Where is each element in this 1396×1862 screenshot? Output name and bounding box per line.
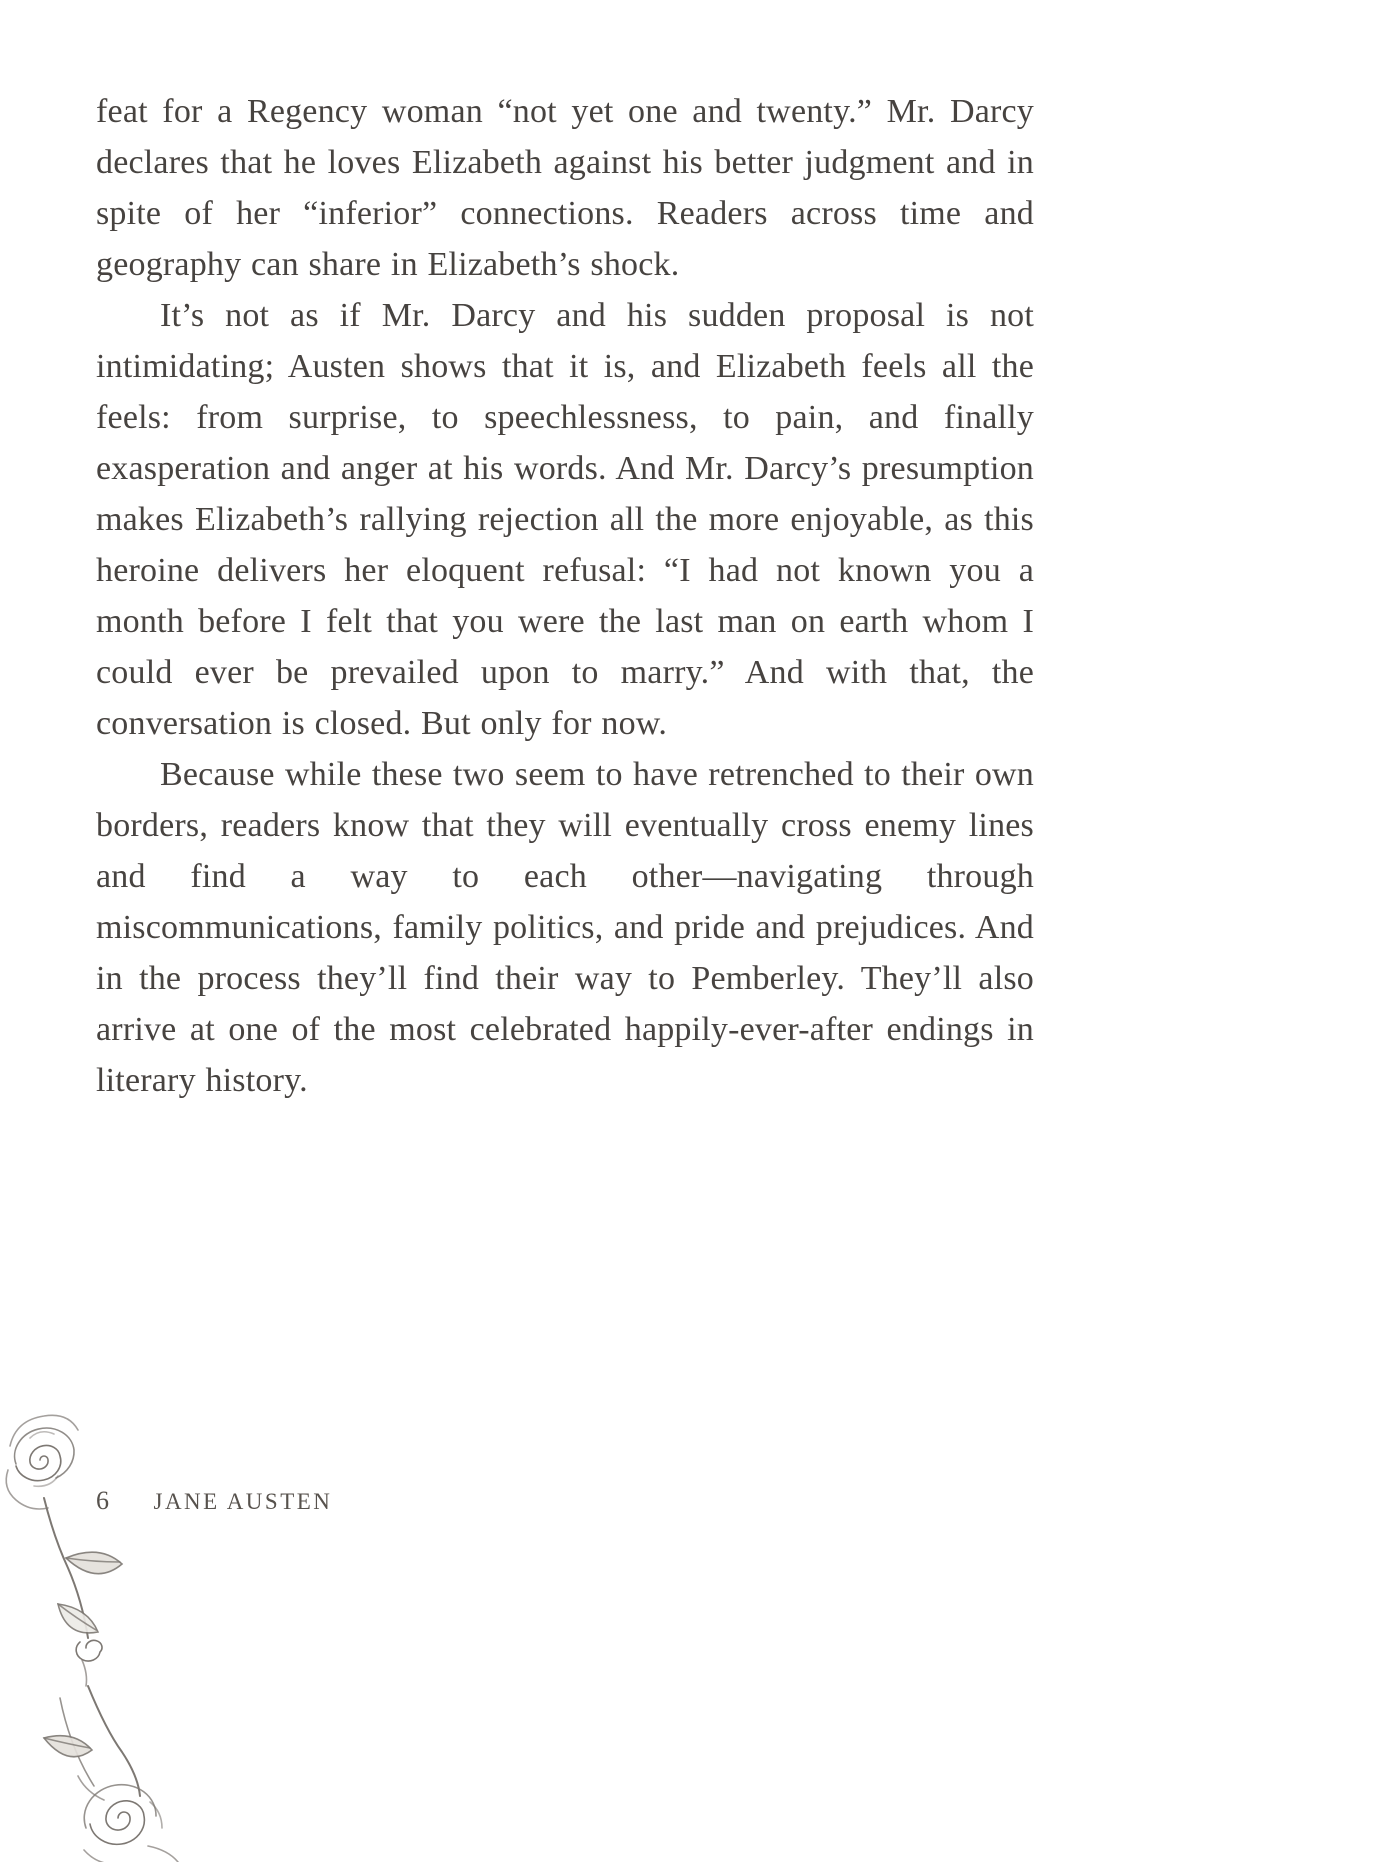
paragraph: Because while these two seem to have retrenched to their own borders, readers know that they will eventually cross enemy lines and find a way to each other—navigating through miscommunications, family politics, and pride and prejudices. And in the process they’ll find their way to Pemberley. They’ll also arrive at one of the most celebrated happily-ever-after endings in literary history.	[96, 756, 1034, 1099]
running-footer-title: JANE AUSTEN	[153, 1489, 333, 1514]
paragraph: It’s not as if Mr. Darcy and his sudden proposal is not intimidating; Austen shows that it is, and Elizabeth feels all the feels: from surprise, to speechlessness, to pain, and finally exasperation and anger at his words. And Mr. Darcy’s presumption makes Elizabeth’s rallying rejection all the more enjoyable, as this heroine delivers her eloquent refusal: “I had not known you a month before I felt that you were the last man on earth whom I could ever be prevailed upon to marry.” And with that, the conversation is closed. But only for now.	[96, 297, 1034, 742]
page-footer	[96, 1486, 332, 1516]
body-text	[96, 86, 1034, 1106]
rose-sketch-illustration-icon	[0, 1398, 220, 1862]
paragraph: feat for a Regency woman “not yet one and twenty.” Mr. Darcy declares that he loves Elizabeth against his better judgment and in spite of her “inferior” connections. Readers across time and geography can share in Elizabeth’s shock.	[96, 93, 1034, 283]
page-number: 6	[96, 1486, 110, 1515]
